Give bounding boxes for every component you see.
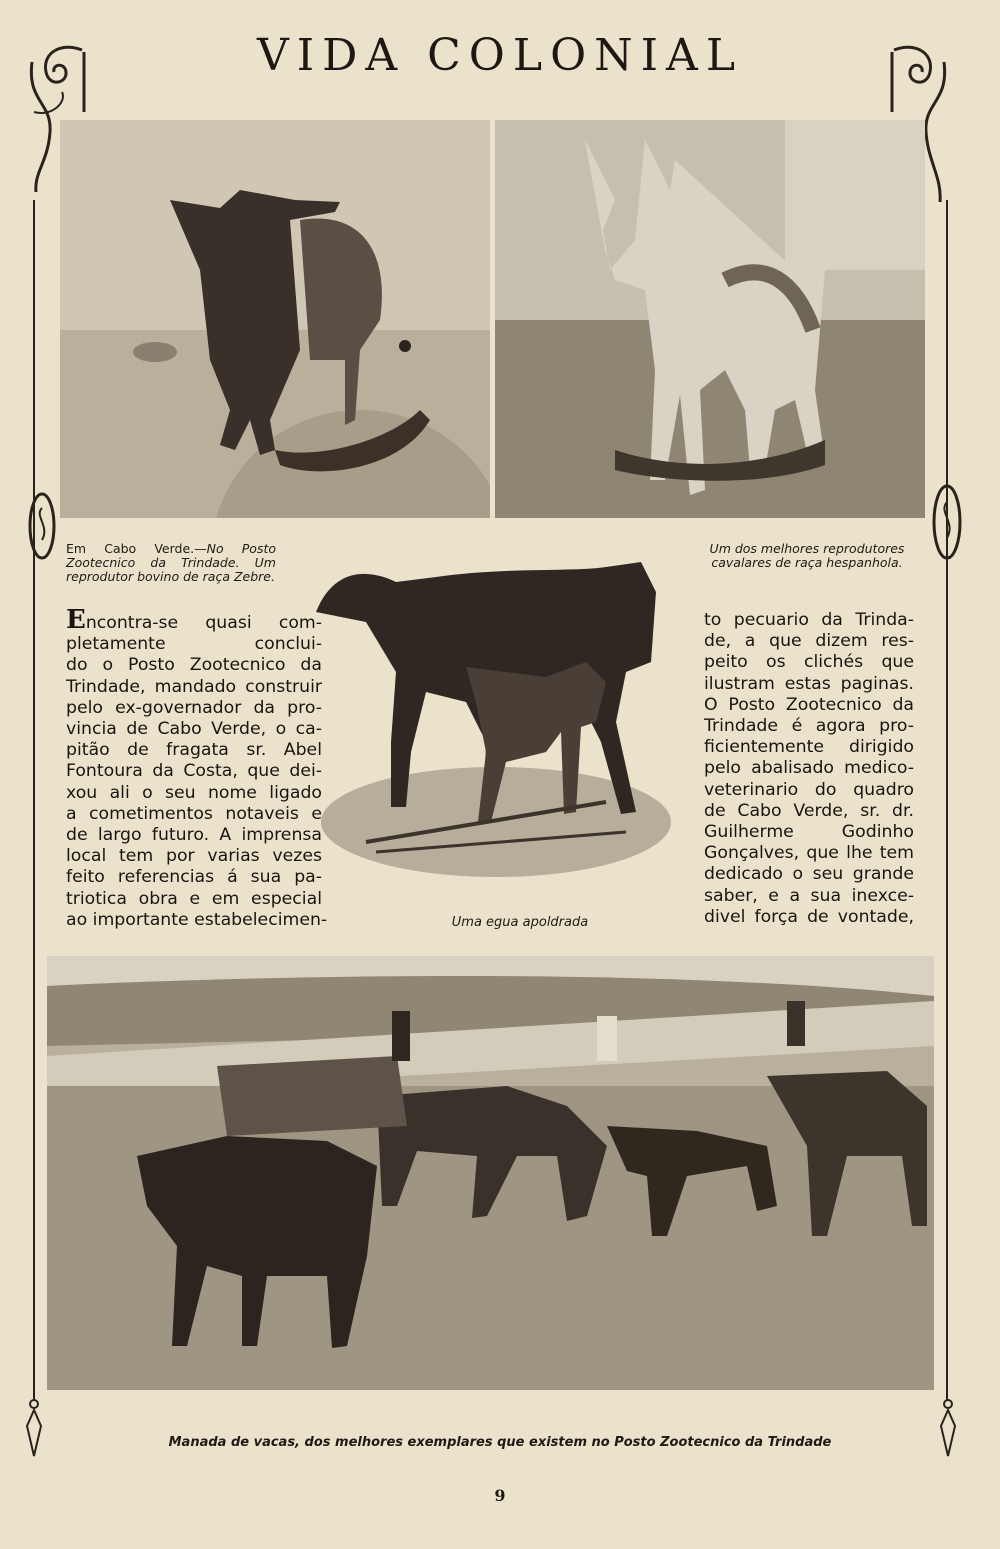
article-line-right-9: de Cabo Verde, sr. dr. bbox=[704, 800, 914, 821]
article-line-right-2: peito os clichés que bbox=[704, 652, 914, 673]
article-line-left-2: do o Posto Zootecnico da bbox=[66, 655, 322, 676]
article-column-left bbox=[66, 605, 328, 931]
article-line-right-4: O Posto Zootecnico da bbox=[704, 694, 914, 715]
article-line-left-4: pelo ex-governador da pro- bbox=[66, 697, 322, 718]
donkey-photo bbox=[495, 120, 925, 518]
bull-caption-text: —No Posto Zootecnico da Trindade. Um reprodutor bovino de raça Zebre. bbox=[66, 541, 277, 584]
article-line-right-14: divel força de vontade, bbox=[704, 906, 914, 927]
article-line-left-5: vincia de Cabo Verde, o ca- bbox=[66, 719, 322, 740]
article-line-right-11: Gonçalves, que lhe tem bbox=[704, 843, 914, 864]
page-number: 9 bbox=[494, 1486, 506, 1505]
article-line-right-7: pelo abalisado medico- bbox=[704, 758, 914, 779]
article-line-right-3: ilustram estas paginas. bbox=[704, 673, 914, 694]
bottom-left-ornament-icon bbox=[24, 1396, 44, 1458]
article-dropcap: E bbox=[66, 605, 86, 635]
article-line-left-7: Fontoura da Costa, que dei- bbox=[66, 761, 322, 782]
right-border-rule bbox=[946, 200, 948, 1400]
article-line-right-8: veterinario do quadro bbox=[704, 779, 914, 800]
article-line-left-1: pletamente conclui- bbox=[66, 634, 322, 655]
herd-caption: Manada de vacas, dos melhores exemplares que existem no Posto Zootecnico da Trindade bbox=[168, 1435, 832, 1450]
article-line-right-0: to pecuario da Trinda- bbox=[704, 610, 914, 630]
magazine-title: VIDA COLONIAL bbox=[256, 30, 744, 81]
article-line-left-10: de largo futuro. A imprensa bbox=[66, 825, 322, 846]
bull-photo bbox=[60, 120, 490, 518]
article-line-left-9: a cometimentos notaveis e bbox=[66, 803, 322, 824]
article-line-right-1: de, a que dizem res- bbox=[704, 631, 914, 652]
article-line-right-13: saber, e a sua inexce- bbox=[704, 885, 914, 906]
donkey-caption: Um dos melhores reprodutores cavalares de raça hespanhola. bbox=[709, 541, 905, 570]
bull-caption bbox=[66, 542, 276, 584]
article-line-right-10: Guilherme Godinho bbox=[704, 822, 914, 843]
mare-caption: Uma egua apoldrada bbox=[451, 915, 589, 930]
article-line-left-11: local tem por varias vezes bbox=[66, 846, 322, 867]
left-border-rule bbox=[33, 200, 35, 1400]
article-line-right-12: dedicado o seu grande bbox=[704, 864, 914, 885]
right-middle-ornament-icon bbox=[930, 482, 964, 562]
article-line-right-5: Trindade é agora pro- bbox=[704, 716, 914, 737]
article-line-left-8: xou ali o seu nome ligado bbox=[66, 782, 322, 803]
article-line-left-6: pitão de fragata sr. Abel bbox=[66, 740, 322, 761]
article-line-left-14: ao importante estabelecimen- bbox=[66, 909, 328, 930]
bottom-right-ornament-icon bbox=[938, 1396, 958, 1458]
left-middle-ornament-icon bbox=[26, 490, 58, 562]
article-line-left-13: triotica obra e em especial bbox=[66, 888, 322, 909]
article-line-left-0: Encontra-se quasi com- bbox=[66, 605, 322, 635]
herd-of-cows-photo bbox=[47, 956, 934, 1390]
article-line-right-6: ficientemente dirigido bbox=[704, 737, 914, 758]
bull-caption-place: Em Cabo Verde. bbox=[66, 541, 195, 556]
article-column-right bbox=[704, 610, 914, 928]
mare-and-foal-photo bbox=[306, 552, 680, 892]
article-line-left-12: feito referencias á sua pa- bbox=[66, 867, 322, 888]
article-line-left-3: Trindade, mandado construir bbox=[66, 676, 322, 697]
